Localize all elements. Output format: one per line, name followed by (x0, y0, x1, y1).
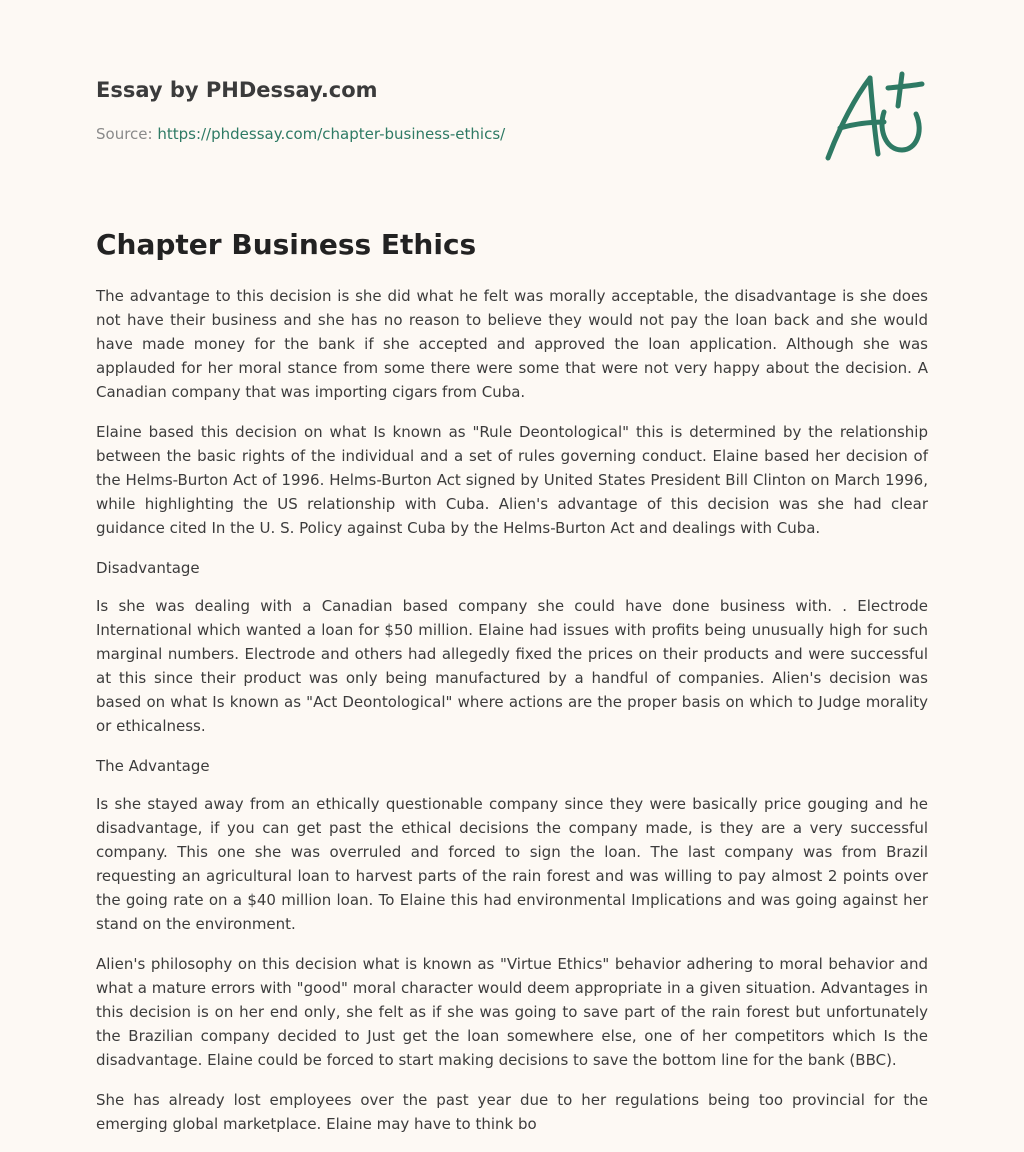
article-body (96, 284, 928, 1152)
paragraph: The advantage to this decision is she did what he felt was morally acceptable, the disadvantage is she does not have their business and she has no reason to believe they would not pay the loan back and she would have made money for the bank if she accepted and approved the loan application. Although she was applauded for her moral stance from some there were some that were not very happy about the decision. A Canadian company that was importing cigars from Cuba. (96, 287, 928, 401)
source-label: Source: (96, 125, 158, 143)
brand-title: Essay by PHDessay.com (96, 78, 378, 102)
paragraph: She has already lost employees over the past year due to her regulations being too provincial for the emerging global marketplace. Elaine may have to think bo (96, 1091, 928, 1133)
page-header (96, 76, 928, 144)
paragraph: Is she was dealing with a Canadian based company she could have done business with. . Electrode International which wanted a loan for $50 million. Elaine had issues with profits being unusually high for such marginal numbers. Electrode and others had allegedly fixed the prices on their products and were successful at this since their product was only being manufactured by a handful of companies. Alien's decision was based on what Is known as "Act Deontological" where actions are the proper basis on which to Judge morality or ethicalness. (96, 597, 928, 735)
paragraph: Elaine based this decision on what Is known as "Rule Deontological" this is determined by the relationship between the basic rights of the individual and a set of rules governing conduct. Elaine based her decision of the Helms-Burton Act of 1996. Helms-Burton Act signed by United States President Bill Clinton on March 1996, while highlighting the US relationship with Cuba. Alien's advantage of this decision was she had clear guidance cited In the U. S. Policy against Cuba by the Helms-Burton Act and dealings with Cuba. (96, 423, 928, 537)
paragraph: Alien's philosophy on this decision what is known as "Virtue Ethics" behavior adhering to moral behavior and what a mature errors with "good" moral character would deem appropriate in a given situation. Advantages in this decision is on her end only, she felt as if she was going to save part of the rain forest but unfortunately the Brazilian company decided to Just get the loan somewhere else, one of her competitors which Is the disadvantage. Elaine could be forced to start making decisions to save the bottom line for the bank (BBC). (96, 955, 928, 1069)
section-heading: The Advantage (96, 757, 210, 775)
section-heading: Disadvantage (96, 559, 200, 577)
paragraph: Is she stayed away from an ethically questionable company since they were basically price gouging and he disadvantage, if you can get past the ethical decisions the company made, is they are a very successful company. This one she was overruled and forced to sign the loan. The last company was from Brazil requesting an agricultural loan to harvest parts of the rain forest and was willing to pay almost 2 points over the going rate on a $40 million loan. To Elaine this had environmental Implications and was going against her stand on the environment. (96, 795, 928, 933)
source-link[interactable]: https://phdessay.com/chapter-business-ethics/ (157, 125, 506, 143)
article-title: Chapter Business Ethics (96, 228, 477, 261)
a-plus-logo-icon (818, 66, 930, 166)
source-line (96, 124, 928, 144)
